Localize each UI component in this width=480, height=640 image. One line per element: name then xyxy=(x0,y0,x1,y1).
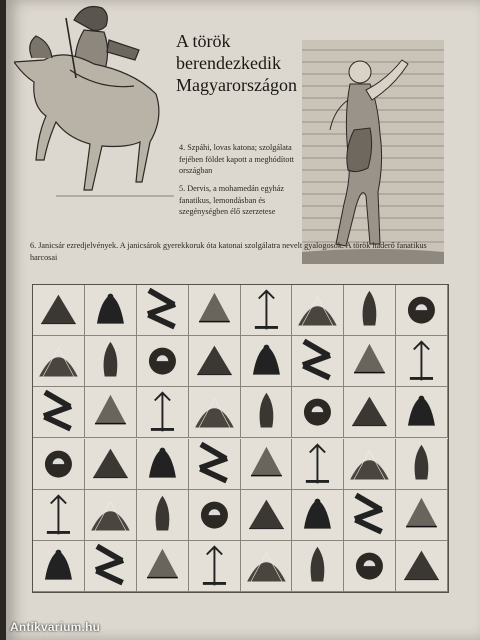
insignia-pictogram xyxy=(189,490,240,540)
insignia-cell xyxy=(137,285,189,336)
insignia-pictogram xyxy=(344,387,395,437)
insignia-cell xyxy=(33,490,85,541)
insignia-cell xyxy=(189,387,241,438)
insignia-pictogram xyxy=(189,336,240,386)
insignia-cell xyxy=(33,387,85,438)
insignia-cell xyxy=(344,285,396,336)
janissary-insignia-grid xyxy=(32,284,449,593)
page-title xyxy=(176,30,306,96)
insignia-pictogram xyxy=(241,439,292,489)
insignia-pictogram xyxy=(396,439,447,489)
title-line-3: Magyarországon xyxy=(176,75,297,95)
insignia-pictogram xyxy=(292,490,343,540)
insignia-cell xyxy=(241,387,293,438)
insignia-pictogram xyxy=(344,439,395,489)
insignia-pictogram xyxy=(85,490,136,540)
insignia-pictogram xyxy=(241,541,292,591)
insignia-cell xyxy=(396,541,448,592)
insignia-pictogram xyxy=(137,285,188,335)
insignia-pictogram xyxy=(33,387,84,437)
insignia-cell xyxy=(292,439,344,490)
insignia-pictogram xyxy=(396,336,447,386)
insignia-pictogram xyxy=(33,490,84,540)
insignia-cell xyxy=(292,285,344,336)
insignia-pictogram xyxy=(33,439,84,489)
insignia-pictogram xyxy=(85,439,136,489)
insignia-cell xyxy=(344,541,396,592)
insignia-pictogram xyxy=(344,490,395,540)
insignia-pictogram xyxy=(85,285,136,335)
insignia-pictogram xyxy=(33,285,84,335)
insignia-pictogram xyxy=(137,439,188,489)
insignia-cell xyxy=(85,336,137,387)
insignia-cell xyxy=(241,285,293,336)
insignia-pictogram xyxy=(189,387,240,437)
insignia-cell xyxy=(137,387,189,438)
insignia-pictogram xyxy=(241,490,292,540)
insignia-pictogram xyxy=(396,285,447,335)
insignia-cell xyxy=(241,336,293,387)
insignia-cell xyxy=(396,439,448,490)
caption-janissary-insignia: 6. Janicsár ezredjelvények. A janicsárok gyerekkoruk óta katonai szolgálatra nevelt gyalogosok. A török haderő fanatikus harcosai xyxy=(30,241,427,262)
insignia-pictogram xyxy=(292,285,343,335)
insignia-cell xyxy=(344,439,396,490)
insignia-pictogram xyxy=(344,336,395,386)
insignia-cell xyxy=(33,541,85,592)
insignia-pictogram xyxy=(292,541,343,591)
insignia-cell xyxy=(292,387,344,438)
insignia-pictogram xyxy=(292,387,343,437)
insignia-pictogram xyxy=(85,387,136,437)
insignia-cell xyxy=(137,336,189,387)
watermark-text: Antikvarium.hu xyxy=(10,620,101,634)
dervish-engraving-image xyxy=(302,40,444,264)
insignia-pictogram xyxy=(344,285,395,335)
insignia-pictogram xyxy=(292,336,343,386)
insignia-pictogram xyxy=(241,336,292,386)
insignia-cell xyxy=(137,490,189,541)
insignia-pictogram xyxy=(33,541,84,591)
insignia-cell xyxy=(33,336,85,387)
insignia-cell xyxy=(344,490,396,541)
insignia-cell xyxy=(396,336,448,387)
insignia-pictogram xyxy=(137,387,188,437)
insignia-cell xyxy=(241,439,293,490)
insignia-pictogram xyxy=(189,439,240,489)
insignia-cell xyxy=(85,387,137,438)
insignia-pictogram xyxy=(33,336,84,386)
title-line-2: berendezkedik xyxy=(176,53,281,73)
insignia-cell xyxy=(292,490,344,541)
insignia-cell xyxy=(85,439,137,490)
insignia-pictogram xyxy=(396,387,447,437)
insignia-pictogram xyxy=(85,541,136,591)
insignia-cell xyxy=(396,490,448,541)
insignia-cell xyxy=(189,541,241,592)
insignia-cell xyxy=(33,285,85,336)
insignia-pictogram xyxy=(189,285,240,335)
insignia-cell xyxy=(189,285,241,336)
insignia-pictogram xyxy=(137,336,188,386)
insignia-cell xyxy=(292,336,344,387)
insignia-pictogram xyxy=(189,541,240,591)
insignia-cell xyxy=(396,387,448,438)
insignia-pictogram xyxy=(396,541,447,591)
caption-dervish: 5. Dervis, a mohamedán egyház fanatikus, lemondásban és szegénységben élő szerzetese xyxy=(179,184,285,216)
insignia-pictogram xyxy=(292,439,343,489)
insignia-pictogram xyxy=(344,541,395,591)
insignia-pictogram xyxy=(241,285,292,335)
insignia-cell xyxy=(33,439,85,490)
horseman-woodcut-image xyxy=(14,0,174,210)
title-line-1: A török xyxy=(176,31,231,51)
insignia-cell xyxy=(85,541,137,592)
insignia-pictogram xyxy=(137,490,188,540)
insignia-cell xyxy=(396,285,448,336)
insignia-cell xyxy=(85,285,137,336)
insignia-cell xyxy=(189,336,241,387)
insignia-cell xyxy=(85,490,137,541)
insignia-cell xyxy=(292,541,344,592)
insignia-cell xyxy=(344,336,396,387)
insignia-cell xyxy=(189,490,241,541)
insignia-pictogram xyxy=(241,387,292,437)
insignia-cell xyxy=(137,541,189,592)
insignia-cell xyxy=(189,439,241,490)
insignia-pictogram xyxy=(396,490,447,540)
insignia-cell xyxy=(241,541,293,592)
caption-sipahi: 4. Szpáhi, lovas katona; szolgálata fejében földet kapott a meghódított országban xyxy=(179,143,295,175)
insignia-pictogram xyxy=(137,541,188,591)
book-page xyxy=(6,0,480,640)
insignia-cell xyxy=(241,490,293,541)
insignia-pictogram xyxy=(85,336,136,386)
insignia-cell xyxy=(344,387,396,438)
insignia-cell xyxy=(137,439,189,490)
